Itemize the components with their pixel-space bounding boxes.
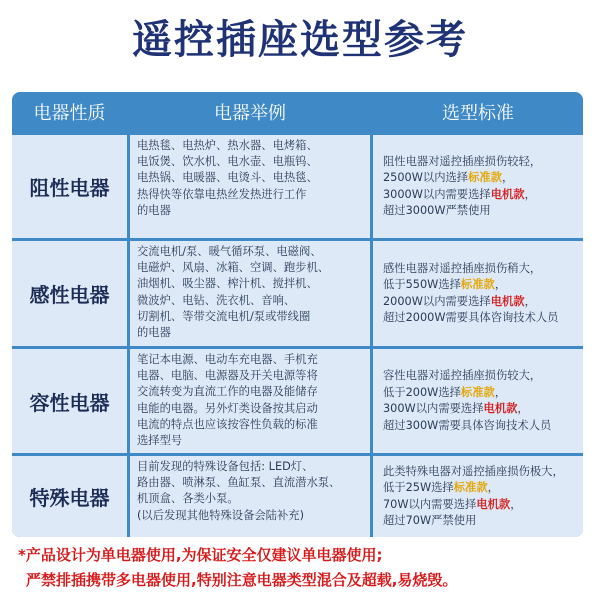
row-standard bbox=[373, 241, 583, 346]
standard-text: ， bbox=[517, 402, 529, 415]
header-type: 电器性质 bbox=[33, 103, 106, 124]
example-line: 电器、电脑、电源器及开关电源等将 bbox=[137, 369, 318, 383]
standard-intro: 阻性电器对遥控插座损伤较轻， bbox=[383, 154, 542, 168]
motor-model-label: 电机款 bbox=[483, 402, 518, 415]
row-standard bbox=[373, 349, 583, 453]
standard-text: 3000W以内需要选择 bbox=[383, 187, 491, 201]
row-examples bbox=[130, 135, 370, 238]
standard-model-label: 标准款 bbox=[460, 278, 495, 291]
motor-model-label: 电机款 bbox=[490, 294, 525, 308]
row-type: 阻性电器 bbox=[12, 135, 127, 238]
standard-limit: 超过70W严禁使用 bbox=[383, 514, 477, 527]
page-title: 遥控插座选型参考 bbox=[132, 17, 468, 63]
note-line-2: 严禁排插携带多电器使用,特别注意电器类型混合及超载,易烧毁。 bbox=[26, 571, 458, 589]
example-line: 选择型号 bbox=[137, 434, 183, 448]
standard-text: ， bbox=[487, 481, 499, 494]
row-type: 特殊电器 bbox=[12, 456, 127, 537]
note-line-1: *产品设计为单电器使用,为保证安全仅建议单电器使用; bbox=[18, 546, 383, 564]
example-line: 电饭煲、饮水机、电水壶、电瓶钨、 bbox=[137, 155, 318, 169]
example-line: 目前发现的特殊设备包括: LED灯、 bbox=[137, 460, 314, 473]
standard-line-motor bbox=[383, 401, 579, 418]
example-line: 机顶盒、各类小泵。 bbox=[137, 492, 239, 506]
standard-text: ， bbox=[494, 385, 507, 399]
row-examples bbox=[130, 349, 370, 453]
standard-model-label: 标准款 bbox=[460, 385, 495, 399]
standard-text: 2000W以内需要选择 bbox=[383, 294, 491, 308]
example-line: 电热锅、电暖器、电烫斗、电热毯、 bbox=[137, 171, 318, 185]
standard-text: 低于550W选择 bbox=[383, 278, 461, 291]
standard-line-standard bbox=[383, 385, 579, 402]
standard-limit: 超过300W需要具体咨询技术人员 bbox=[383, 418, 552, 432]
row-type: 容性电器 bbox=[12, 349, 127, 453]
row-examples bbox=[130, 456, 370, 537]
standard-limit: 超过2000W需要具体咨询技术人员 bbox=[383, 311, 559, 324]
example-line: 笔记本电源、电动车充电器、手机充 bbox=[137, 353, 318, 366]
standard-text: ， bbox=[524, 187, 536, 201]
standard-text: 2500W以内选择 bbox=[383, 171, 469, 184]
standard-intro: 此类特殊电器对遥控插座损伤极大， bbox=[383, 464, 564, 478]
standard-model-label: 标准款 bbox=[468, 171, 503, 184]
standard-text: ， bbox=[524, 294, 536, 308]
row-examples bbox=[130, 241, 370, 346]
header-standard: 选型标准 bbox=[442, 103, 514, 124]
standard-line-standard bbox=[383, 170, 579, 187]
example-line: 电能的电器。另外灯类设备按其启动 bbox=[137, 401, 318, 415]
example-line: 电磁炉、风扇、冰箱、空调、跑步机、 bbox=[137, 261, 330, 275]
standard-limit: 超过3000W严禁使用 bbox=[383, 204, 491, 217]
example-line: 的电器 bbox=[137, 203, 171, 217]
standard-text: ， bbox=[502, 171, 514, 184]
row-standard bbox=[373, 135, 583, 238]
motor-model-label: 电机款 bbox=[490, 187, 525, 201]
standard-line-standard bbox=[383, 277, 579, 294]
standard-line-motor bbox=[383, 497, 579, 514]
example-line: 热得快等依靠电热丝发热进行工作 bbox=[137, 187, 307, 201]
row-type: 感性电器 bbox=[12, 241, 127, 346]
example-line: 交流转变为直流工作的电器及能储存 bbox=[137, 385, 318, 399]
standard-text: 低于200W选择 bbox=[383, 385, 461, 399]
example-line: 切割机、等带交流电机/泵或带线圈 bbox=[137, 309, 311, 323]
standard-text: 300W以内需要选择 bbox=[383, 402, 484, 415]
row-standard bbox=[373, 456, 583, 537]
header-examples: 电器举例 bbox=[214, 103, 286, 124]
example-line: (以后发现其他特殊设备会陆补充) bbox=[137, 508, 304, 522]
example-line: 的电器 bbox=[137, 326, 171, 340]
standard-line-standard bbox=[383, 480, 579, 497]
standard-model-label: 标准款 bbox=[453, 481, 488, 494]
standard-text: ， bbox=[510, 497, 522, 511]
standard-text: 低于25W选择 bbox=[383, 481, 454, 494]
selection-table bbox=[12, 92, 583, 537]
example-line: 路由器、喷淋泵、鱼缸泵、直流潜水泵、 bbox=[137, 476, 341, 490]
standard-intro: 感性电器对遥控插座损伤稍大， bbox=[383, 261, 542, 275]
example-line: 电流的特点也应该按容性负载的标准 bbox=[137, 417, 318, 431]
standard-line-motor bbox=[383, 294, 579, 311]
standard-line-motor bbox=[383, 187, 579, 204]
standard-text: ， bbox=[494, 278, 507, 291]
example-line: 微波炉、电钻、洗衣机、音响、 bbox=[137, 293, 296, 307]
example-line: 电热毯、电热炉、热水器、电烤箱、 bbox=[137, 139, 318, 152]
standard-intro: 容性电器对遥控插座损伤较大， bbox=[383, 369, 542, 382]
example-line: 交流电机/泵、暖气循环泵、电磁阀、 bbox=[137, 245, 322, 258]
motor-model-label: 电机款 bbox=[476, 497, 511, 511]
standard-text: 70W以内需要选择 bbox=[383, 497, 477, 511]
example-line: 油烟机、吸尘器、榨汁机、搅拌机、 bbox=[137, 277, 318, 291]
